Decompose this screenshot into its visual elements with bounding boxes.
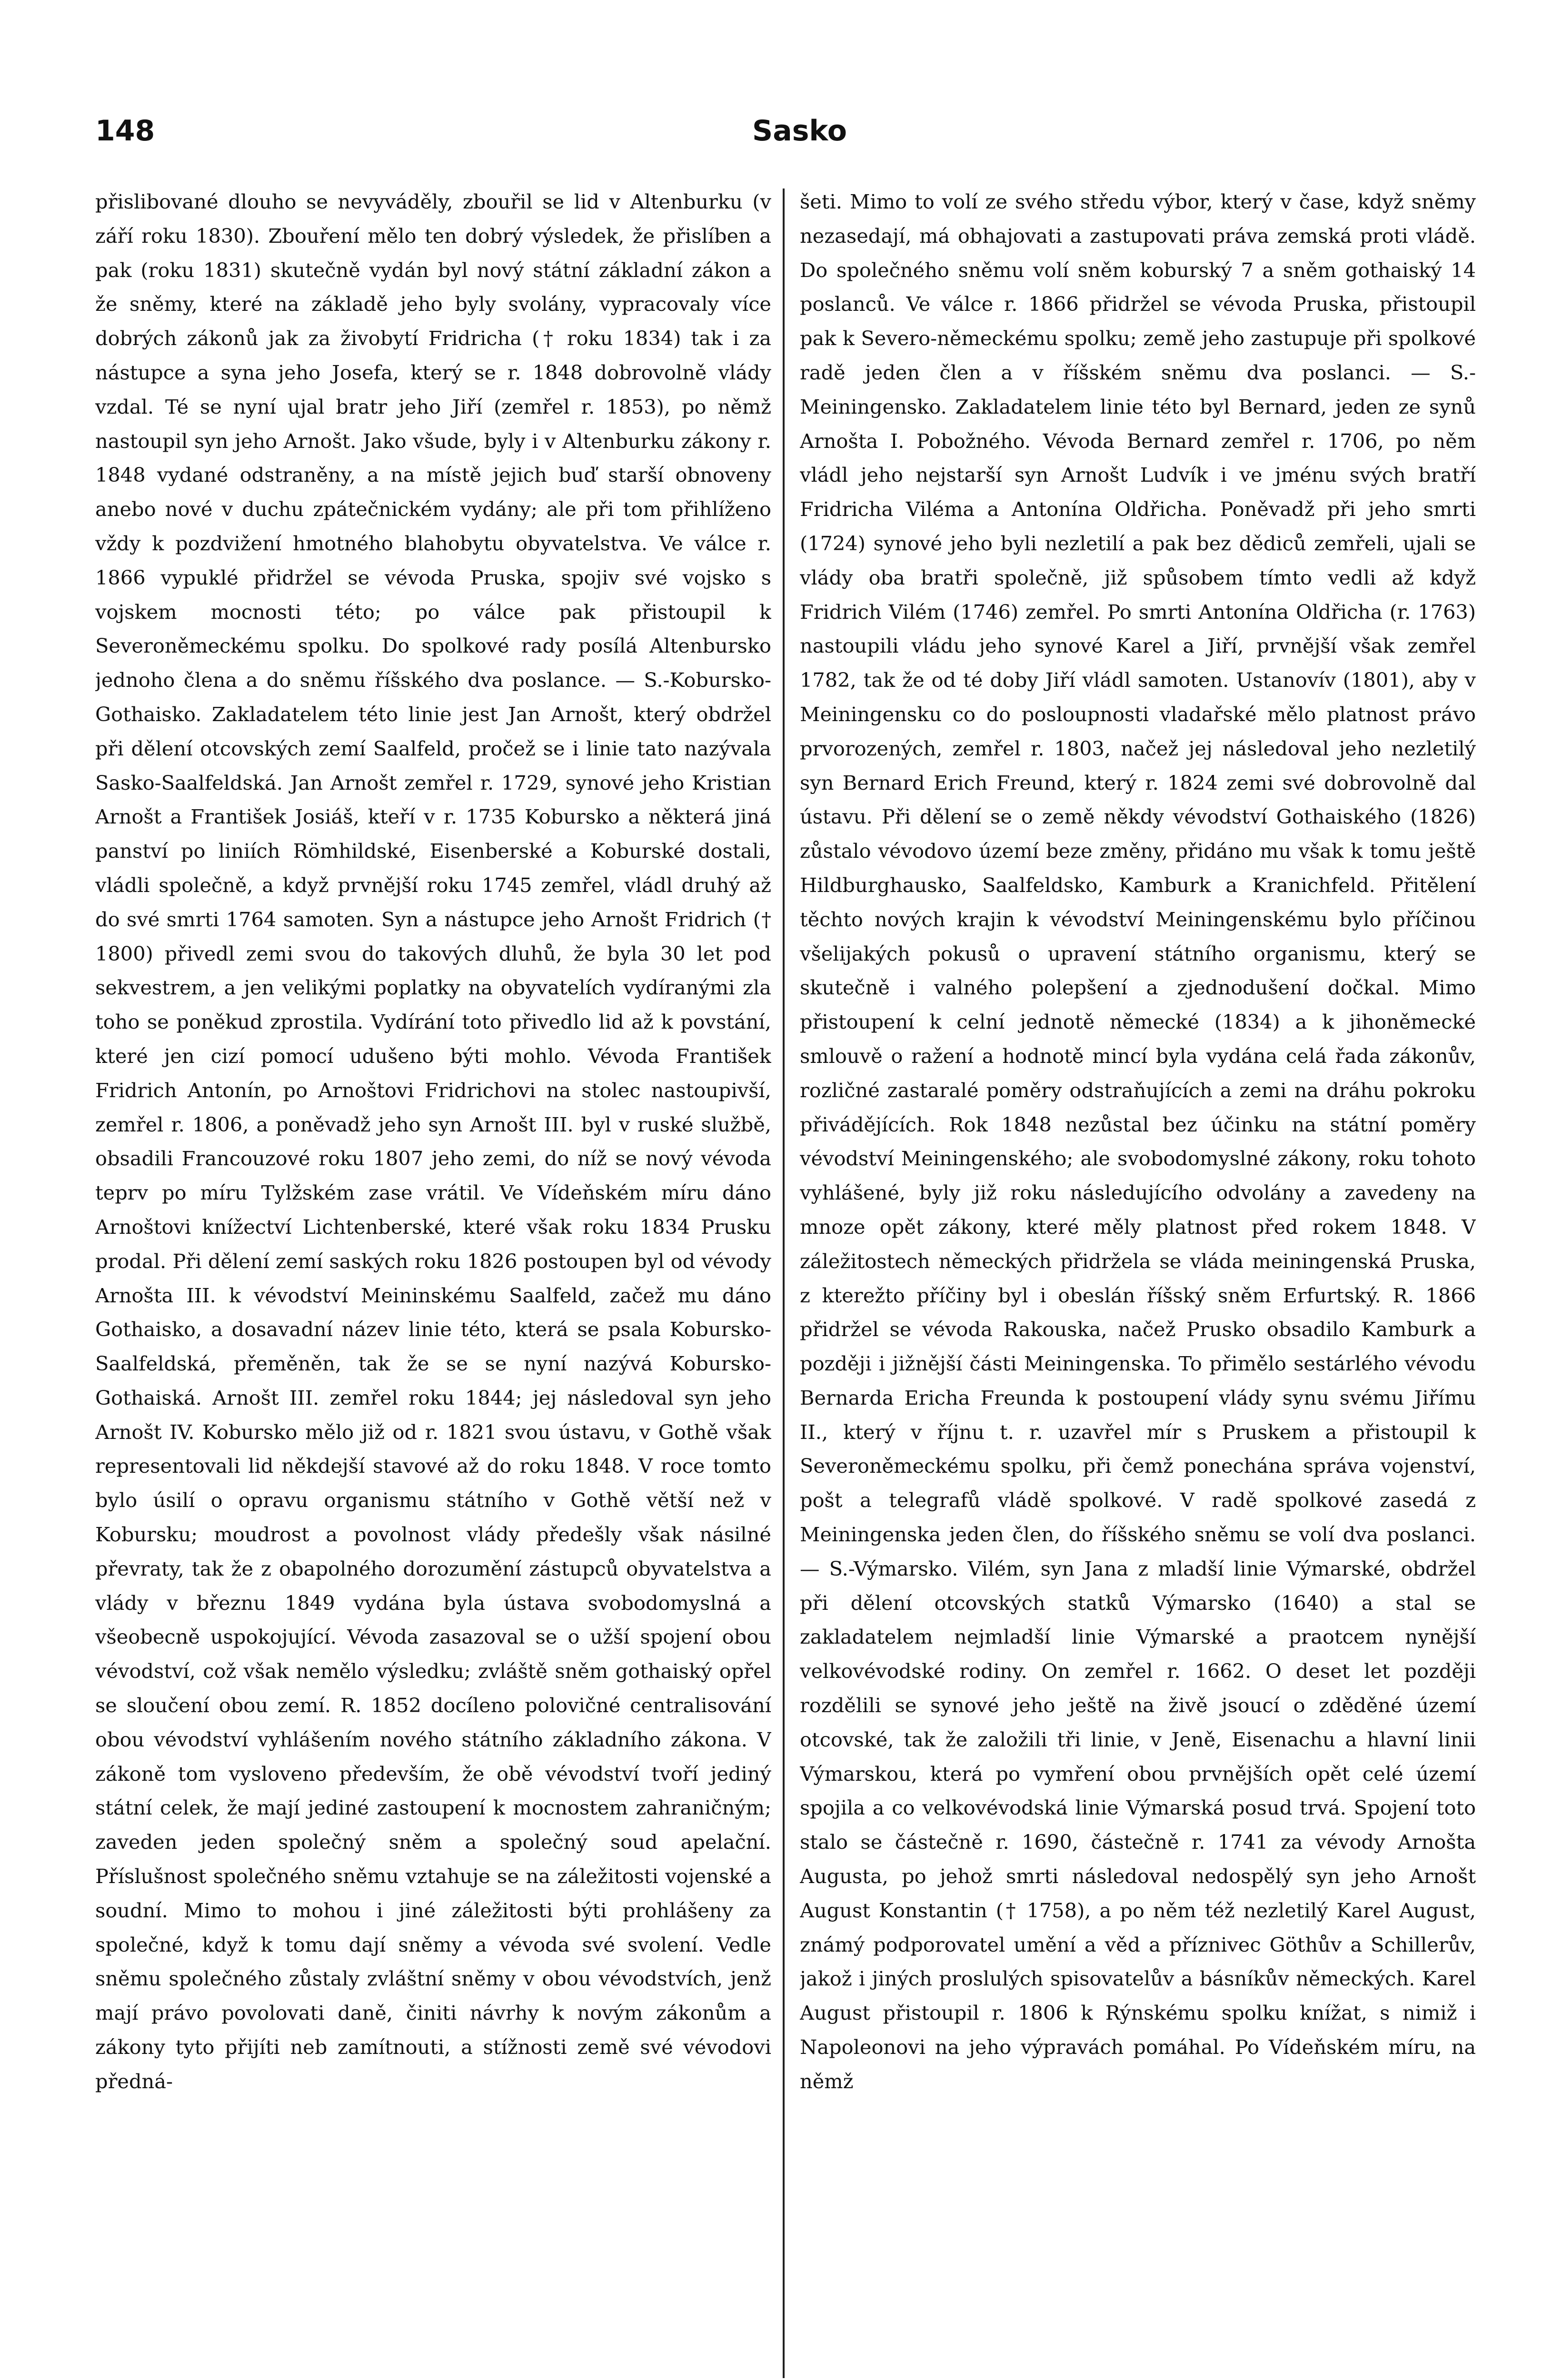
right-column (800, 185, 1476, 2380)
left-column (95, 185, 771, 2380)
page-header (95, 114, 1419, 157)
left-column-text: přislibované dlouho se nevyváděly, zbouřil se lid v Altenburku (v září roku 1830). Zbouření mělo ten dobrý výsledek, že přislíben a pak (roku 1831) skutečně vydán byl nový státní základní zákon a že sněmy, které na základě jeho byly svolány, vypracovaly více dobrých zákonů jak za živobytí Fridricha († roku 1834) tak i za nástupce a syna jeho Josefa, který se r. 1848 dobrovolně vlády vzdal. Té se nyní ujal bratr jeho Jiří (zemřel r. 1853), po němž nastoupil syn jeho Arnošt. Jako všude, byly i v Altenburku zákony r. 1848 vydané odstraněny, a na místě jejich buď starší obnoveny anebo nové v duchu zpátečnickém vydány; ale při tom přihlíženo vždy k pozdvižení hmotného blahobytu obyvatelstva. Ve válce r. 1866 vypuklé přidržel se vévoda Pruska, spojiv své vojsko s vojskem mocnosti této; po válce pak přistoupil k Severoněmeckému spolku. Do spolkové rady posílá Altenbursko jednoho člena a do sněmu říšského dva poslance. — S.-Kobursko-Gothaisko. Zakladatelem této linie jest Jan Arnošt, který obdržel při dělení otcovských zemí Saalfeld, pročež se i linie tato nazývala Sasko-Saalfeldská. Jan Arnošt zemřel r. 1729, synové jeho Kristian Arnošt a František Josiáš, kteří v r. 1735 Kobursko a některá jiná panství po liniích Römhildské, Eisenberské a Koburské dostali, vládli společně, a když prvnější roku 1745 zemřel, vládl druhý až do své smrti 1764 samoten. Syn a nástupce jeho Arnošt Fridrich († 1800) přivedl zemi svou do takových dluhů, že byla 30 let pod sekvestrem, a jen velikými poplatky na obyvatelích vydíranými zla toho se poněkud zprostila. Vydírání toto přivedlo lid až k povstání, které jen cizí pomocí udušeno býti mohlo. Vévoda František Fridrich Antonín, po Arnoštovi Fridrichovi na stolec nastoupivší, zemřel r. 1806, a poněvadž jeho syn Arnošt III. byl v ruské službě, obsadili Francouzové roku 1807 jeho zemi, do níž se nový vévoda teprv po míru Tylžském zase vrátil. Ve Vídeňském míru dáno Arnoštovi knížectví Lichtenberské, které však roku 1834 Prusku prodal. Při dělení zemí saských roku 1826 postoupen byl od vévody Arnošta III. k vévodství Meininskému Saalfeld, začež mu dáno Gothaisko, a dosavadní název linie této, která se psala Kobursko-Saalfeldská, přeměněn, tak že se se nyní nazývá Kobursko-Gothaiská. Arnošt III. zemřel roku 1844; jej následoval syn jeho Arnošt IV. Kobursko mělo již od r. 1821 svou ústavu, v Gothě však representovali lid někdejší stavové až do roku 1848. V roce tomto bylo úsilí o opravu organismu státního v Gothě větší než v Kobursku; moudrost a povolnost vlády předešly však násilné převraty, tak že z obapolného dorozumění zástupců obyvatelstva a vlády v březnu 1849 vydána byla ústava svobodomyslná a všeobecně uspokojující. Vévoda zasazoval se o užší spojení obou vévodství, což však nemělo výsledku; zvláště sněm gothaiský opřel se sloučení obou zemí. R. 1852 docíleno polovičné centralisování obou vévodství vyhlášením nového státního základního zákona. V zákoně tom vysloveno především, že obě vévodství tvoří jediný státní celek, že mají jediné zastoupení k mocnostem zahraničným; zaveden jeden společný sněm a společný soud apelační. Příslušnost společného sněmu vztahuje se na záležitosti vojenské a soudní. Mimo to mohou i jiné záležitosti býti prohlášeny za společné, když k tomu dají sněmy a vévoda své svolení. Vedle sněmu společného zůstaly zvláštní sněmy v obou vévodstvích, jenž mají právo povolovati daně, činiti návrhy k novým zákonům a zákony tyto přijíti neb zamítnouti, a stížnosti země své vévodovi předná- (95, 190, 771, 2093)
running-title: Sasko (752, 114, 847, 148)
page-number: 148 (95, 114, 155, 148)
column-divider (783, 188, 785, 2378)
right-column-text: šeti. Mimo to volí ze svého středu výbor, který v čase, když sněmy nezasedají, má obhajovati a zastupovati práva zemská proti vládě. Do společného sněmu volí sněm koburský 7 a sněm gothaiský 14 poslanců. Ve válce r. 1866 přidržel se vévoda Pruska, přistoupil pak k Severo-německému spolku; země jeho zastupuje při spolkové radě jeden člen a v říšském sněmu dva poslanci. — S.-Meiningensko. Zakladatelem linie této byl Bernard, jeden ze synů Arnošta I. Pobožného. Vévoda Bernard zemřel r. 1706, po něm vládl jeho nejstarší syn Arnošt Ludvík i ve jménu svých bratří Fridricha Viléma a Antonína Oldřicha. Poněvadž při jeho smrti (1724) synové jeho byli nezletilí a pak bez dědiců zemřeli, ujali se vlády oba bratři společně, již spůsobem tímto vedli až když Fridrich Vilém (1746) zemřel. Po smrti Antonína Oldřicha (r. 1763) nastoupili vládu jeho synové Karel a Jiří, prvnější však zemřel 1782, tak že od té doby Jiří vládl samoten. Ustanovív (1801), aby v Meiningensku co do posloupnosti vladařské mělo platnost právo prvorozených, zemřel r. 1803, načež jej následoval jeho nezletilý syn Bernard Erich Freund, který r. 1824 zemi své dobrovolně dal ústavu. Při dělení se o země někdy vévodství Gothaiského (1826) zůstalo vévodovo území beze změny, přidáno mu však k tomu ještě Hildburghausko, Saalfeldsko, Kamburk a Kranichfeld. Přitělení těchto nových krajin k vévodství Meiningenskému bylo příčinou všelijakých pokusů o upravení státního organismu, který se skutečně i valného polepšení a zjednodušení dočkal. Mimo přistoupení k celní jednotě německé (1834) a k jihoněmecké smlouvě o ražení a hodnotě mincí byla vydána celá řada zákonův, rozličné zastaralé poměry odstraňujících a zemi na dráhu pokroku přivádějících. Rok 1848 nezůstal bez účinku na státní poměry vévodství Meiningenského; ale svobodomyslné zákony, roku tohoto vyhlášené, byly již roku následujícího odvolány a zavedeny na mnoze opět zákony, které měly platnost před rokem 1848. V záležitostech německých přidržela se vláda meiningenská Pruska, z kterežto příčiny byl i obeslán říšský sněm Erfurtský. R. 1866 přidržel se vévoda Rakouska, načež Prusko obsadilo Kamburk a později i jižnější části Meiningenska. To přimělo sestárlého vévodu Bernarda Ericha Freunda k postoupení vlády synu svému Jiřímu II., který v říjnu t. r. uzavřel mír s Pruskem a přistoupil k Severoněmeckému spolku, při čemž ponechána správa vojenství, pošt a telegrafů vládě spolkové. V radě spolkové zasedá z Meiningenska jeden člen, do říšského sněmu se volí dva poslanci. — S.-Výmarsko. Vilém, syn Jana z mladší linie Výmarské, obdržel při dělení otcovských statků Výmarsko (1640) a stal se zakladatelem nejmladší linie Výmarské a praotcem nynější velkovévodské rodiny. On zemřel r. 1662. O deset let později rozdělili se synové jeho ještě na živě jsoucí o zděděné území otcovské, tak že založili tři linie, v Jeně, Eisenachu a hlavní linii Výmarskou, která po vymření obou prvnějších opět celé území spojila a co velkovévodská linie Výmarská posud trvá. Spojení toto stalo se částečně r. 1690, částečně r. 1741 za vévody Arnošta Augusta, po jehož smrti následoval nedospělý syn jeho Arnošt August Konstantin († 1758), a po něm též nezletilý Karel August, známý podporovatel umění a věd a příznivec Göthův a Schillerův, jakož i jiných proslulých spisovatelův a básníkův německých. Karel August přistoupil r. 1806 k Rýnskému spolku knížat, s nimiž i Napoleonovi na jeho výpravách pomáhal. Po Vídeňském míru, na němž (800, 190, 1476, 2093)
